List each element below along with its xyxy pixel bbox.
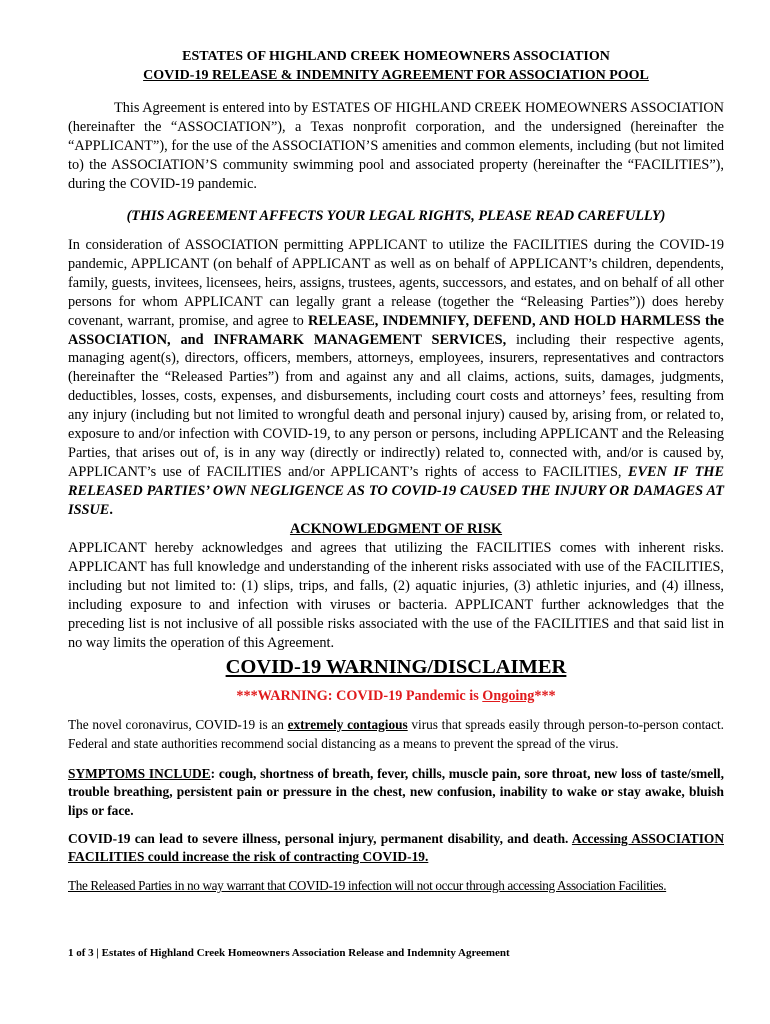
illness-paragraph (68, 830, 724, 867)
symptoms-label: SYMPTOMS INCLUDE (68, 766, 211, 781)
illness-risk-statement: Accessing ASSOCIATION FACILITIES could increase the risk of contracting COVID-19. (68, 831, 724, 865)
virus-paragraph (68, 716, 724, 753)
release-bold-clause: RELEASE, INDEMNIFY, DEFEND, AND HOLD HARMLESS the ASSOCIATION, and INFRAMARK MANAGEMENT SERVICES, (68, 312, 725, 348)
warning-title: COVID-19 WARNING/DISCLAIMER (225, 656, 567, 678)
release-paragraph (68, 236, 724, 539)
illness-text: COVID-19 can lead to severe illness, personal injury, permanent disability, and death. (68, 831, 572, 846)
warning-suffix: *** (534, 688, 556, 704)
acknowledgment-paragraph: APPLICANT hereby acknowledges and agrees that utilizing the FACILITIES comes with inherent risks. APPLICANT has full knowledge and understanding of the inherent risks associated with use of the FACILITIES, including but not limited to: (1) slips, trips, and falls, (2) aquatic injuries, (3) athletic injuries, and (4) illness, including exposure to and infection with viruses or bacteria. APPLICANT further acknowledges that the preceding list is not inclusive of all possible risks associated with the use of the FACILITIES and that said list in no way limits the operation of this Agreement. (68, 540, 724, 651)
agreement-title: COVID-19 RELEASE & INDEMNITY AGREEMENT FOR ASSOCIATION POOL (143, 68, 649, 83)
acknowledgment-heading: ACKNOWLEDGMENT OF RISK (289, 520, 503, 537)
negligence-clause: EVEN IF THE RELEASED PARTIES’ OWN NEGLIGENCE AS TO COVID-19 CAUSED THE INJURY OR DAMAGES AT ISSUE (68, 463, 724, 518)
symptoms-text: : cough, shortness of breath, fever, chills, muscle pain, sore throat, new loss of taste/smell, trouble breathing, persistent pain or pressure in the chest, new confusion, inability to wake or stay awake, bluish lips or face. (68, 766, 724, 818)
virus-emphasis: extremely contagious (287, 717, 408, 732)
association-heading: ESTATES OF HIGHLAND CREEK HOMEOWNERS ASSOCIATION (182, 49, 610, 64)
warning-ongoing: Ongoing (482, 688, 535, 704)
warranty-disclaimer: The Released Parties in no way warrant that COVID-19 infection will not occur through accessing Association Facilities. (68, 878, 667, 893)
warning-prefix: ***WARNING: COVID-19 Pandemic is (236, 688, 483, 704)
release-text-1: In consideration of ASSOCIATION permitting APPLICANT to utilize the FACILITIES during the COVID-19 pandemic, APPLICANT (on behalf of APPLICANT as well as on behalf of APPLICANT’s children, dependents, family, guests, invitees, licensees, heirs, assigns, trustees, agents, successors, and estates, and on behalf of all other persons for whom APPLICANT can legally grant a release (together the “Releasing Parties”)) does hereby covenant, warrant, promise, and agree to (68, 237, 724, 329)
release-text-2: including their respective agents, managing agent(s), directors, officers, members, attorneys, employees, insurers, representatives and contractors (hereinafter the “Released Parties”) from and against any and all claims, actions, suits, damages, judgments, deductibles, losses, costs, expenses, and disbursements, including court costs and attorneys’ fees, resulting from any injury (including but not limited to wrongful death and personal injury) caused by, arising from, or related to, exposure to and/or infection with COVID-19, to any person or persons, including APPLICANT and the Releasing Parties, that arises out of, is in any way (directly or indirectly) related to, connected with, and/or is caused by, APPLICANT’s use of FACILITIES and/or APPLICANT’s rights of access to FACILITIES, (68, 331, 724, 480)
footer-separator: | (93, 947, 102, 959)
warning-subtitle (68, 686, 724, 706)
virus-text-1: The novel coronavirus, COVID-19 is an (68, 717, 288, 732)
virus-text-2: virus that spreads easily through person-to-person contact. Federal and state authorities recommend social distancing as a means to prevent the spread of the virus. (68, 717, 724, 751)
intro-paragraph: This Agreement is entered into by ESTATES OF HIGHLAND CREEK HOMEOWNERS ASSOCIATION (hereinafter the “ASSOCIATION”), a Texas nonprofit corporation, and the undersigned (hereinafter the “APPLICANT”), for the use of the ASSOCIATION’S amenities and common elements, including (but not limited to) the ASSOCIATION’S community swimming pool and associated property (hereinafter the “FACILITIES”), during the COVID-19 pandemic. (68, 100, 725, 192)
release-period: . (109, 501, 113, 518)
footer-title: Estates of Highland Creek Homeowners Association Release and Indemnity Agreement (101, 947, 510, 959)
symptoms-paragraph (68, 765, 724, 820)
legal-rights-notice: (THIS AGREEMENT AFFECTS YOUR LEGAL RIGHTS, PLEASE READ CAREFULLY) (126, 208, 666, 224)
page-number: 1 of 3 (68, 947, 94, 959)
page-footer (68, 945, 724, 961)
